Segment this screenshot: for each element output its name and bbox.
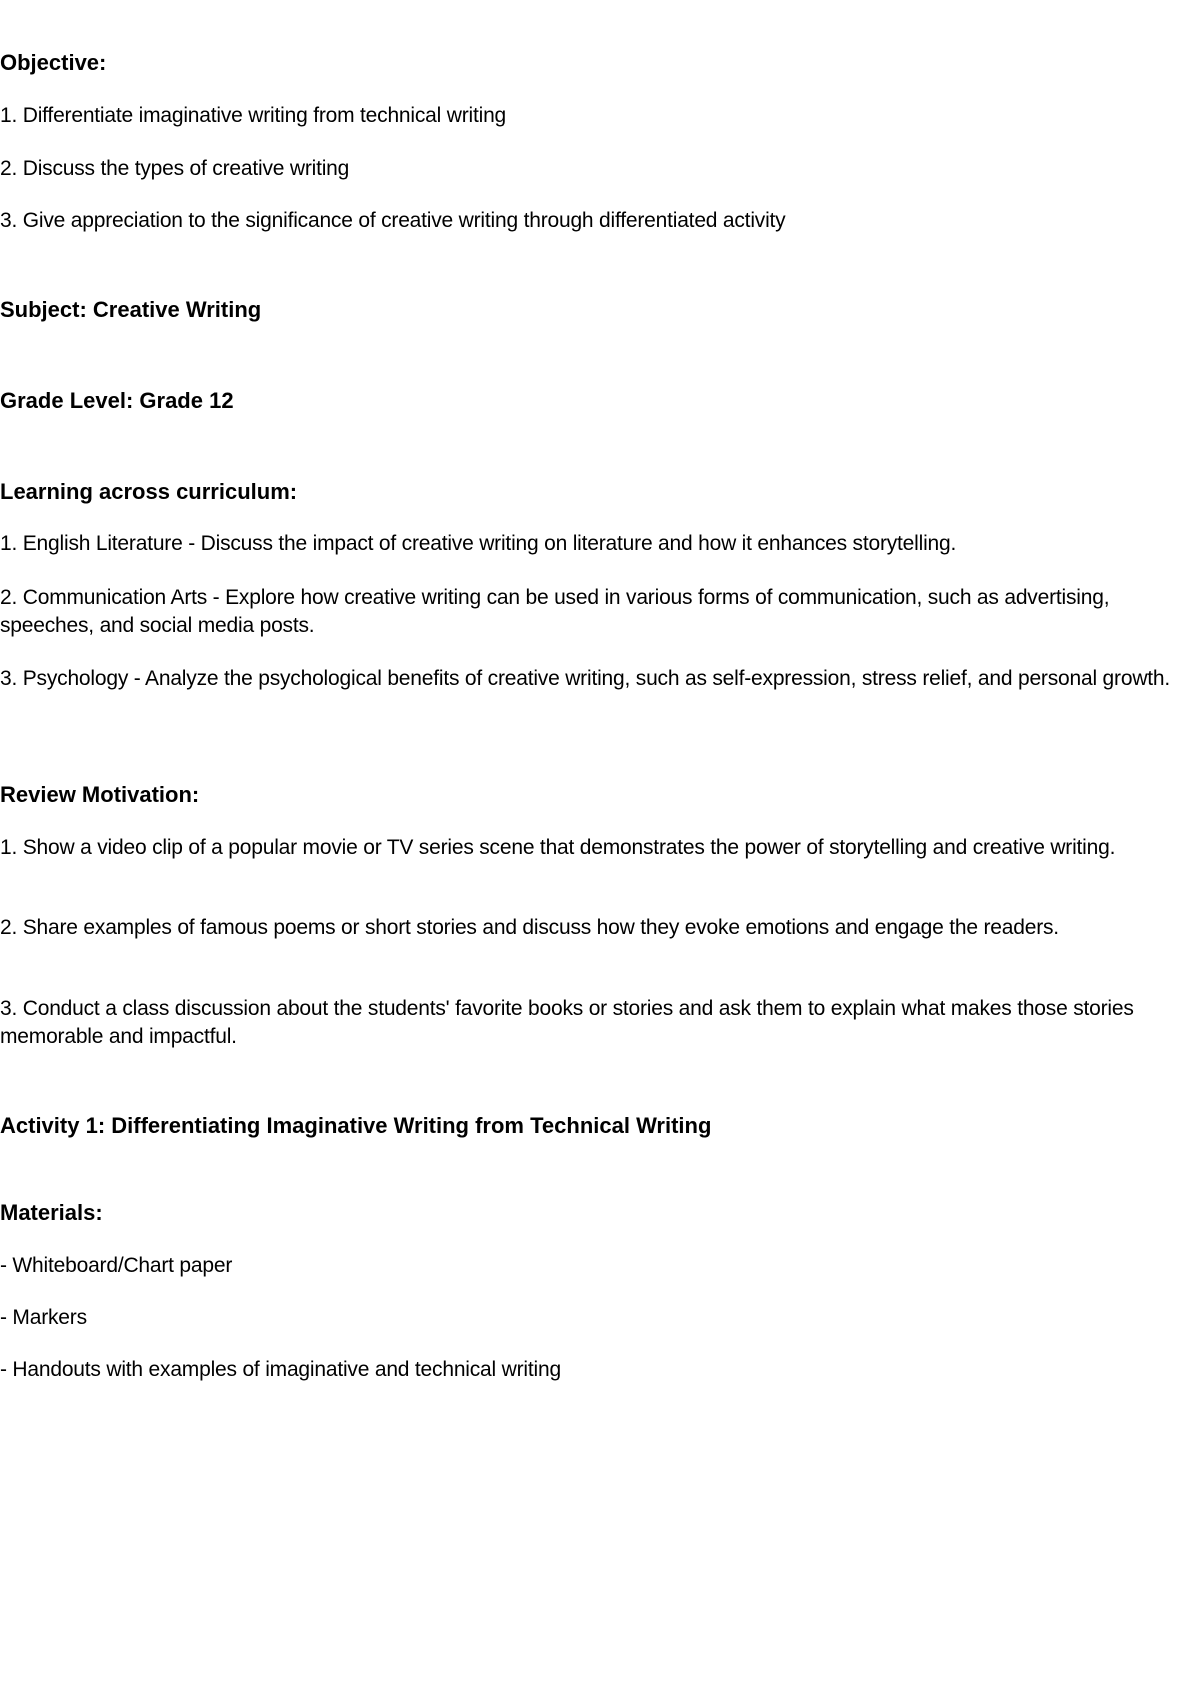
- objective-item: 1. Differentiate imaginative writing from technical writing: [0, 104, 507, 127]
- grade-level-heading: Grade Level: Grade 12: [0, 388, 234, 413]
- materials-item: - Handouts with examples of imaginative and technical writing: [0, 1358, 561, 1381]
- objective-heading: Objective:: [0, 50, 107, 75]
- learning-across-curriculum-heading: Learning across curriculum:: [0, 479, 298, 504]
- subject-heading: Subject: Creative Writing: [0, 297, 262, 322]
- materials-heading: Materials:: [0, 1200, 103, 1225]
- motivation-item: 3. Conduct a class discussion about the students' favorite books or stories and ask them to explain what makes those stories memorable and impactful.: [0, 997, 1134, 1048]
- objective-item: 2. Discuss the types of creative writing: [0, 157, 350, 180]
- motivation-item: 2. Share examples of famous poems or short stories and discuss how they evoke emotions and engage the readers.: [0, 916, 1059, 939]
- activity-heading: Activity 1: Differentiating Imaginative Writing from Technical Writing: [0, 1113, 712, 1138]
- materials-item: - Whiteboard/Chart paper: [0, 1254, 233, 1277]
- curriculum-item: 2. Communication Arts - Explore how creative writing can be used in various forms of communication, such as advertising, speeches, and social media posts.: [0, 586, 1110, 637]
- curriculum-item: 1. English Literature - Discuss the impact of creative writing on literature and how it enhances storytelling.: [0, 532, 957, 555]
- materials-item: - Markers: [0, 1306, 87, 1329]
- objective-item: 3. Give appreciation to the significance of creative writing through differentiated activity: [0, 209, 786, 232]
- curriculum-item: 3. Psychology - Analyze the psychological benefits of creative writing, such as self-expression, stress relief, and personal growth.: [0, 667, 1171, 690]
- review-motivation-heading: Review Motivation:: [0, 782, 200, 807]
- motivation-item: 1. Show a video clip of a popular movie or TV series scene that demonstrates the power of storytelling and creative writing.: [0, 836, 1116, 859]
